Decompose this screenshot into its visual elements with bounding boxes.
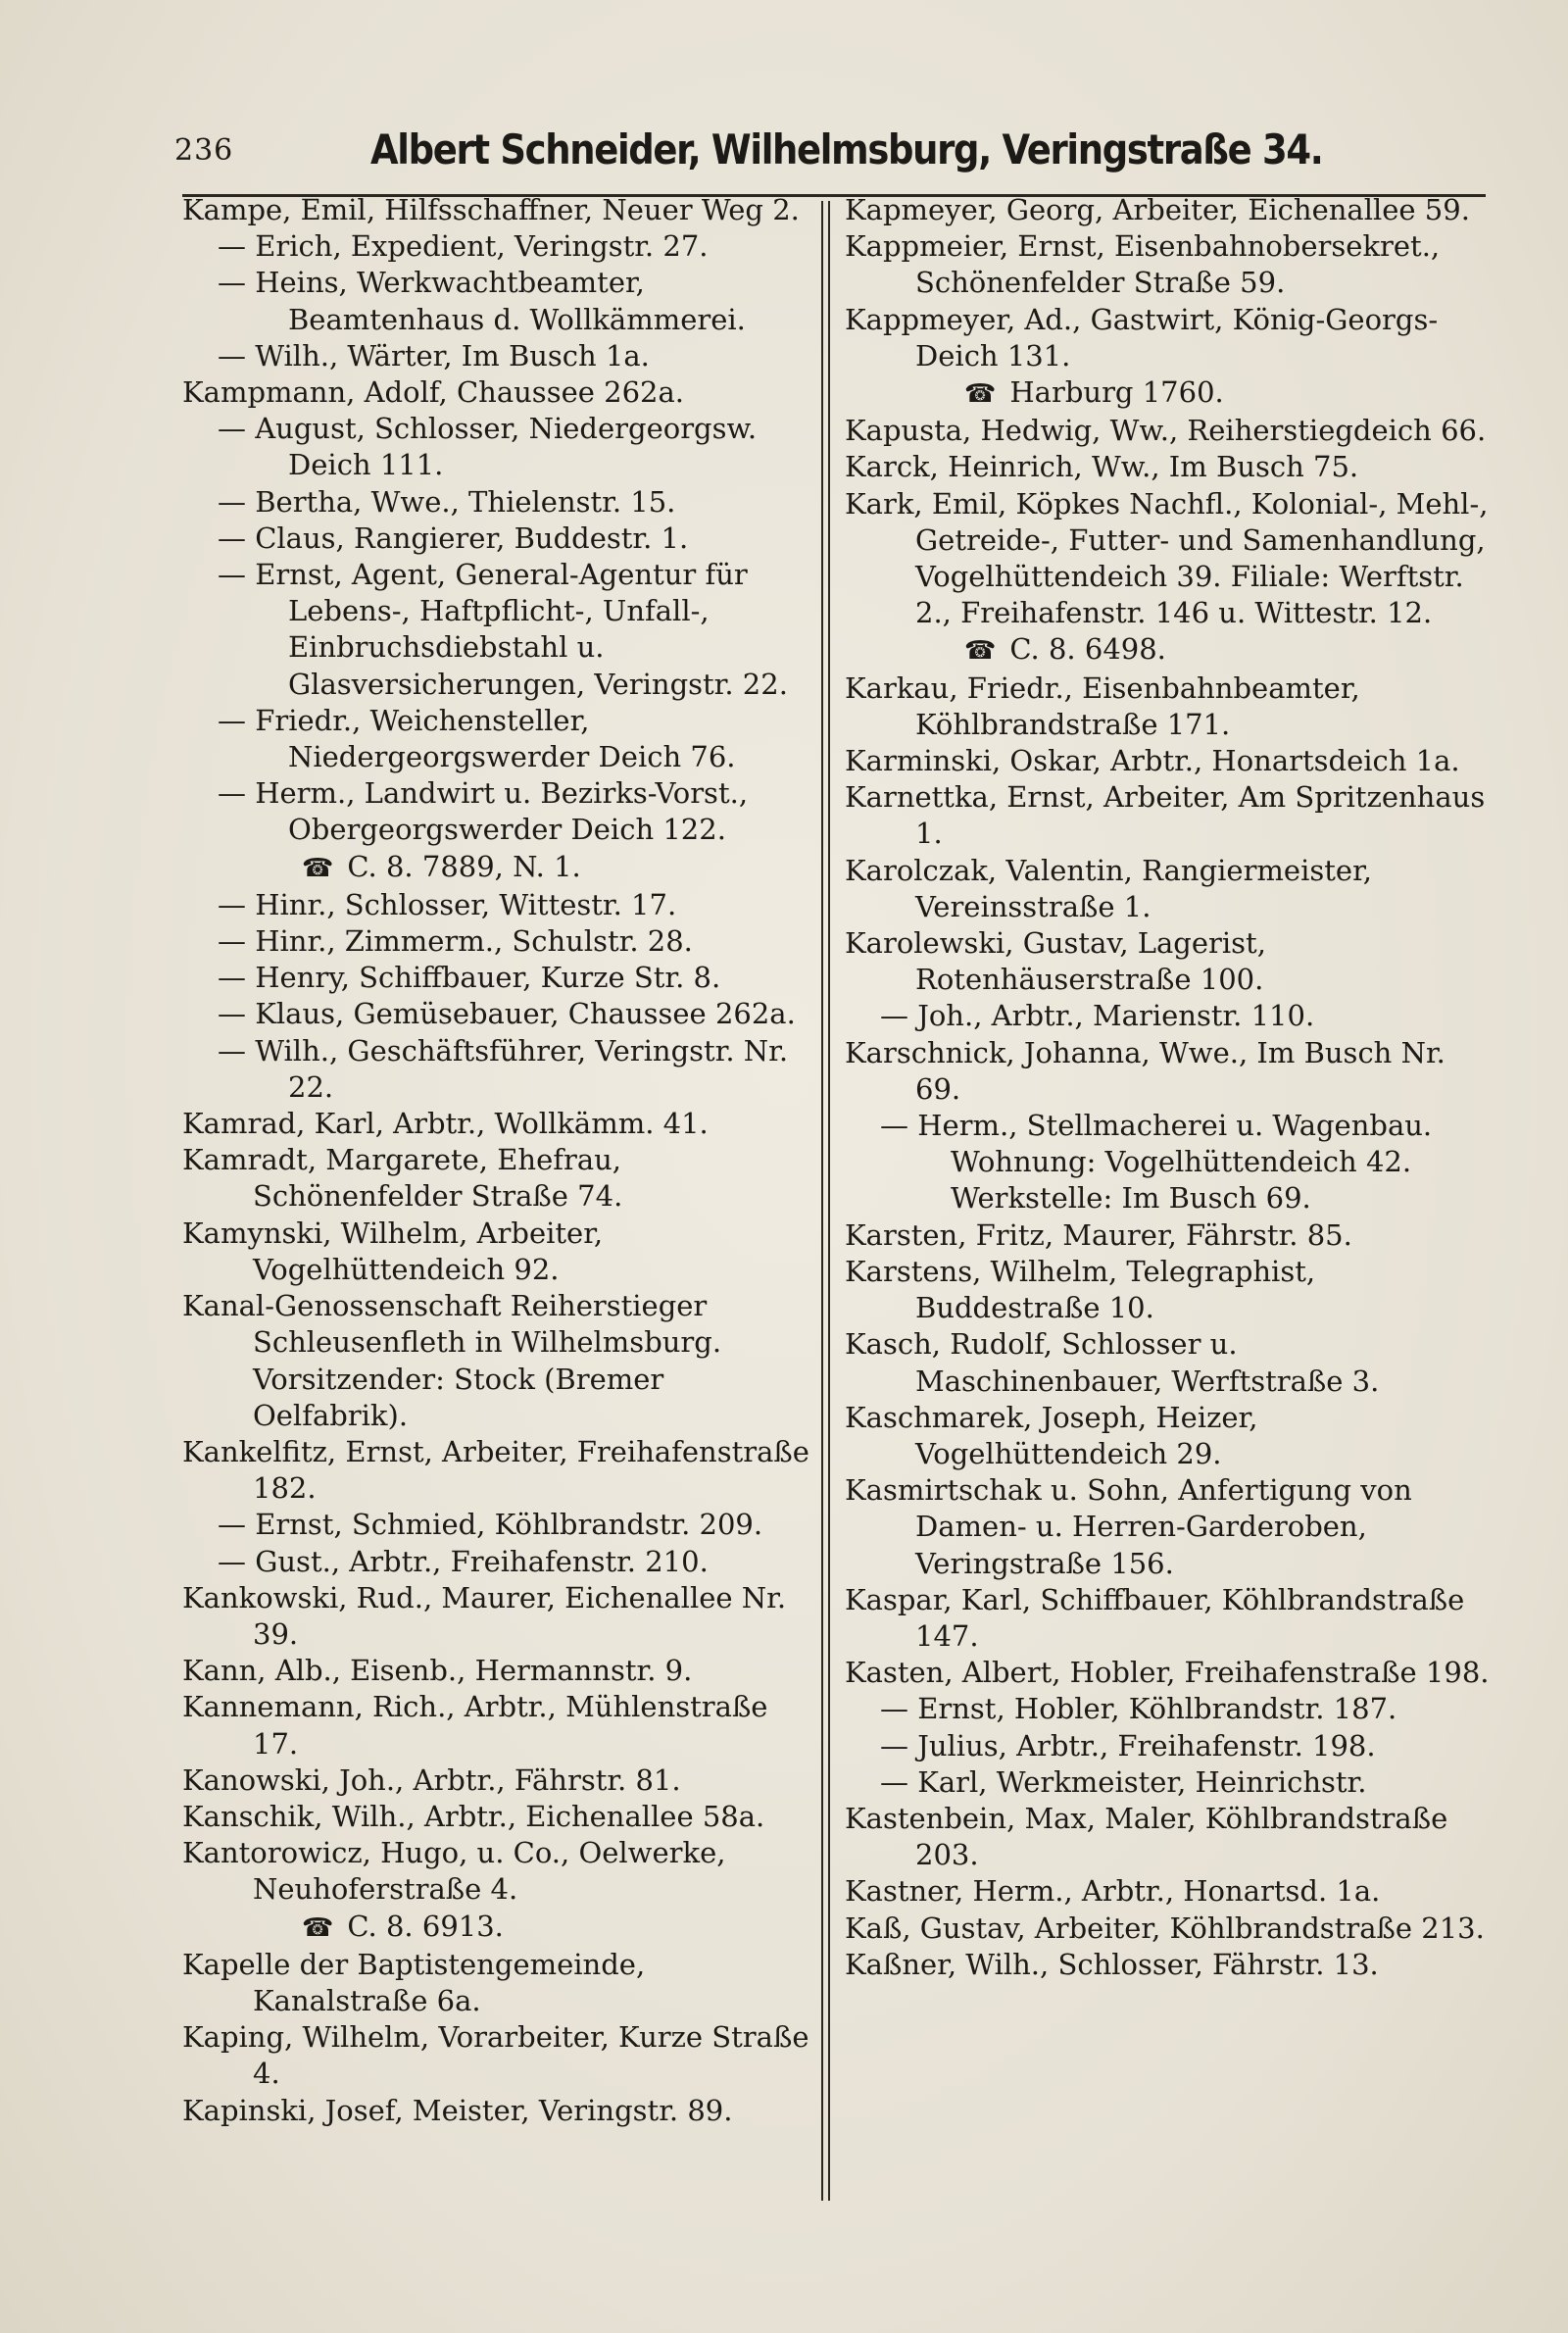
directory-entry — [182, 1580, 809, 1653]
page-header — [174, 125, 1323, 184]
directory-entry — [845, 192, 1492, 228]
entry-text: Kaspar, Karl, Schiffbauer, Köhlbrandstraße 147. — [845, 1582, 1465, 1653]
directory-entry — [182, 1762, 809, 1799]
entry-text: Kasten, Albert, Hobler, Freihafenstraße 198. — [845, 1656, 1490, 1690]
entry-text: Karschnick, Johanna, Wwe., Im Busch Nr. 69. — [845, 1035, 1446, 1106]
directory-entry — [182, 1216, 809, 1288]
entry-text: Karsten, Fritz, Maurer, Fährstr. 85. — [845, 1217, 1352, 1252]
entry-text: Kampmann, Adolf, Chaussee 262a. — [182, 375, 684, 410]
entry-text: Kappmeier, Ernst, Eisenbahnobersekret., Schönenfelder Straße 59. — [845, 229, 1441, 300]
entry-text: Kasch, Rudolf, Schlosser u. Maschinenbauer, Werftstraße 3. — [845, 1327, 1380, 1398]
directory-entry — [182, 2093, 809, 2129]
entry-text: — Wilh., Geschäftsführer, Veringstr. Nr. 22. — [218, 1033, 789, 1104]
directory-entry — [182, 960, 809, 996]
entry-text: Kappmeyer, Ad., Gastwirt, König-Georgs-Deich 131. — [845, 302, 1439, 372]
directory-entry — [182, 1835, 809, 1908]
directory-entry — [845, 998, 1492, 1034]
entry-text: — Gust., Arbtr., Freihafenstr. 210. — [218, 1544, 709, 1578]
directory-entry — [182, 1544, 809, 1580]
entry-text: — Bertha, Wwe., Thielenstr. 15. — [218, 484, 676, 519]
directory-entry — [845, 228, 1492, 301]
directory-entry — [845, 1801, 1492, 1873]
directory-entry — [182, 1947, 809, 2019]
directory-entry — [182, 887, 809, 923]
directory-entry — [182, 411, 809, 483]
directory-entry — [182, 923, 809, 960]
directory-entry — [845, 1254, 1492, 1326]
directory-entry — [182, 1106, 809, 1142]
entry-text: Karstens, Wilhelm, Telegraphist, Buddestraße 10. — [845, 1254, 1316, 1325]
directory-entry — [845, 413, 1492, 449]
telephone-line — [182, 1909, 809, 1947]
entry-text: Kantorowicz, Hugo, u. Co., Oelwerke, Neuhoferstraße 4. — [182, 1836, 726, 1907]
entry-text: — Heins, Werkwachtbeamter, Beamtenhaus d. Wollkämmerei. — [218, 266, 746, 336]
entry-text: Kaschmarek, Joseph, Heizer, Vogelhüttendeich 29. — [845, 1400, 1258, 1470]
directory-entry — [845, 1400, 1492, 1472]
directory-entry — [845, 1472, 1492, 1582]
entry-text: Kankelfitz, Ernst, Arbeiter, Freihafenstraße 182. — [182, 1434, 809, 1506]
directory-entry — [182, 557, 809, 703]
directory-entry — [845, 449, 1492, 485]
entry-text: — Hinr., Zimmerm., Schulstr. 28. — [218, 924, 693, 959]
phone-icon: ☎ — [964, 636, 997, 667]
entry-text: — Ernst, Hobler, Köhlbrandstr. 187. — [880, 1692, 1397, 1726]
entry-text: — Joh., Arbtr., Marienstr. 110. — [880, 999, 1315, 1033]
column-divider — [821, 201, 830, 2201]
directory-entry — [845, 1217, 1492, 1254]
directory-entry — [845, 1691, 1492, 1727]
directory-entry — [845, 1764, 1492, 1801]
directory-entry — [182, 1434, 809, 1507]
directory-entry — [845, 853, 1492, 925]
directory-entry — [182, 996, 809, 1032]
phone-icon: ☎ — [964, 379, 997, 410]
right-column — [845, 192, 1492, 1983]
telephone-line — [845, 631, 1492, 670]
entry-text: Kaping, Wilhelm, Vorarbeiter, Kurze Straße 4. — [182, 2020, 809, 2091]
entry-text: Kann, Alb., Eisenb., Hermannstr. 9. — [182, 1654, 693, 1688]
entry-text: Kasmirtschak u. Sohn, Anfertigung von Damen- u. Herren-Garderoben, Veringstraße 156. — [845, 1473, 1412, 1580]
page-number: 236 — [174, 133, 234, 168]
entry-text: — Erich, Expedient, Veringstr. 27. — [218, 229, 709, 264]
directory-entry — [182, 338, 809, 374]
entry-text: — Herm., Landwirt u. Bezirks-Vorst., Obergeorgswerder Deich 122. — [218, 776, 749, 847]
telephone-line — [182, 849, 809, 887]
directory-entry — [182, 1799, 809, 1835]
entry-text: Kark, Emil, Köpkes Nachfl., Kolonial-, Mehl-, Getreide-, Futter- und Samenhandlung, Vogelhüttendeich 39. Filiale: Werftstr. 2., Freihafenstr. 146 u. Wittestr. 12. — [845, 486, 1489, 630]
directory-entry — [182, 1653, 809, 1689]
entry-text: — Claus, Rangierer, Buddestr. 1. — [218, 521, 689, 555]
entry-text: Karck, Heinrich, Ww., Im Busch 75. — [845, 450, 1359, 484]
directory-entry — [845, 743, 1492, 779]
entry-text: Kaß, Gustav, Arbeiter, Köhlbrandstraße 213. — [845, 1911, 1485, 1945]
telephone-line — [845, 374, 1492, 413]
entry-text: Kanal-Genossenschaft Reiherstieger Schleusenfleth in Wilhelmsburg. Vorsitzender: Stock (Bremer Oelfabrik). — [182, 1289, 722, 1432]
entry-text: — Ernst, Schmied, Köhlbrandstr. 209. — [218, 1508, 763, 1542]
directory-entry — [182, 2019, 809, 2092]
entry-text: Kamynski, Wilhelm, Arbeiter, Vogelhüttendeich 92. — [182, 1216, 604, 1286]
directory-entry — [845, 1655, 1492, 1691]
directory-entry — [845, 302, 1492, 374]
entry-text: Kampe, Emil, Hilfsschaffner, Neuer Weg 2. — [182, 193, 800, 226]
directory-entry — [182, 228, 809, 265]
directory-entry — [845, 486, 1492, 632]
directory-entry — [845, 1035, 1492, 1108]
directory-entry — [182, 265, 809, 337]
entry-text: Kamradt, Margarete, Ehefrau, Schönenfelder Straße 74. — [182, 1143, 623, 1214]
directory-entry — [182, 192, 809, 228]
telephone-number: C. 8. 6498. — [1009, 632, 1166, 667]
entry-text: Karkau, Friedr., Eisenbahnbeamter, Köhlbrandstraße 171. — [845, 670, 1360, 741]
entry-text: Kastner, Herm., Arbtr., Honartsd. 1a. — [845, 1874, 1381, 1909]
directory-entry — [182, 1507, 809, 1543]
entry-text: — Hinr., Schlosser, Wittestr. 17. — [218, 887, 677, 921]
directory-entry — [182, 1142, 809, 1215]
directory-entry — [182, 1033, 809, 1106]
entry-text: Kamrad, Karl, Arbtr., Wollkämm. 41. — [182, 1107, 709, 1141]
entry-text: Kapelle der Baptistengemeinde, Kanalstraße 6a. — [182, 1947, 646, 2017]
directory-entry — [845, 1582, 1492, 1655]
entry-text: Kapusta, Hedwig, Ww., Reiherstiegdeich 66. — [845, 414, 1487, 448]
telephone-number: C. 8. 6913. — [347, 1909, 504, 1943]
directory-entry — [182, 1288, 809, 1434]
directory-entry — [182, 521, 809, 557]
entry-text: — Wilh., Wärter, Im Busch 1a. — [218, 338, 650, 372]
entry-text: Kanowski, Joh., Arbtr., Fährstr. 81. — [182, 1762, 681, 1797]
entry-text: — Herm., Stellmacherei u. Wagenbau. Wohnung: Vogelhüttendeich 42. Werkstelle: Im Busch 69. — [880, 1109, 1433, 1216]
entry-text: — Julius, Arbtr., Freihafenstr. 198. — [880, 1728, 1376, 1762]
entry-text: — August, Schlosser, Niedergeorgsw. Deich 111. — [218, 412, 758, 482]
entry-text: Karminski, Oskar, Arbtr., Honartsdeich 1a. — [845, 744, 1460, 778]
entry-text: Kaßner, Wilh., Schlosser, Fährstr. 13. — [845, 1947, 1379, 1981]
directory-entry — [845, 1873, 1492, 1910]
directory-entry — [182, 374, 809, 411]
telephone-number: Harburg 1760. — [1009, 375, 1224, 410]
directory-entry — [845, 1108, 1492, 1217]
entry-text: Kastenbein, Max, Maler, Köhlbrandstraße 203. — [845, 1801, 1448, 1872]
directory-entry — [845, 925, 1492, 998]
directory-entry — [845, 1728, 1492, 1764]
entry-text: — Friedr., Weichensteller, Niedergeorgswerder Deich 76. — [218, 703, 736, 774]
page-title: Albert Schneider, Wilhelmsburg, Veringstraße 34. — [370, 125, 1323, 174]
directory-entry — [845, 1947, 1492, 1983]
entry-text: — Klaus, Gemüsebauer, Chaussee 262a. — [218, 997, 796, 1031]
directory-entry — [182, 775, 809, 848]
directory-entry — [845, 1326, 1492, 1399]
directory-entry — [182, 703, 809, 775]
entry-text: Kapmeyer, Georg, Arbeiter, Eichenallee 59. — [845, 193, 1470, 226]
phone-icon: ☎ — [302, 853, 334, 883]
directory-entry — [182, 1689, 809, 1762]
entry-text: — Ernst, Agent, General-Agentur für Lebens-, Haftpflicht-, Unfall-, Einbruchsdiebstahl u. Glasversicherungen, Veringstr. 22. — [218, 558, 788, 701]
entry-text: Kapinski, Josef, Meister, Veringstr. 89. — [182, 2093, 733, 2127]
entry-text: — Karl, Werkmeister, Heinrichstr. — [880, 1764, 1367, 1799]
directory-entry — [845, 670, 1492, 743]
left-column — [182, 192, 809, 2129]
directory-entry — [182, 484, 809, 521]
entry-text: Karnettka, Ernst, Arbeiter, Am Spritzenhaus 1. — [845, 780, 1486, 851]
entry-text: Kankowski, Rud., Maurer, Eichenallee Nr. 39. — [182, 1580, 787, 1651]
entry-text: Kanschik, Wilh., Arbtr., Eichenallee 58a. — [182, 1799, 765, 1833]
phone-icon: ☎ — [302, 1912, 334, 1943]
directory-entry — [845, 1911, 1492, 1947]
entry-text: Karolewski, Gustav, Lagerist, Rotenhäuserstraße 100. — [845, 926, 1266, 997]
entry-text: Karolczak, Valentin, Rangiermeister, Vereinsstraße 1. — [845, 853, 1372, 923]
entry-text: — Henry, Schiffbauer, Kurze Str. 8. — [218, 961, 721, 995]
telephone-number: C. 8. 7889, N. 1. — [347, 849, 581, 883]
directory-entry — [845, 779, 1492, 852]
entry-text: Kannemann, Rich., Arbtr., Mühlenstraße 17. — [182, 1690, 768, 1761]
